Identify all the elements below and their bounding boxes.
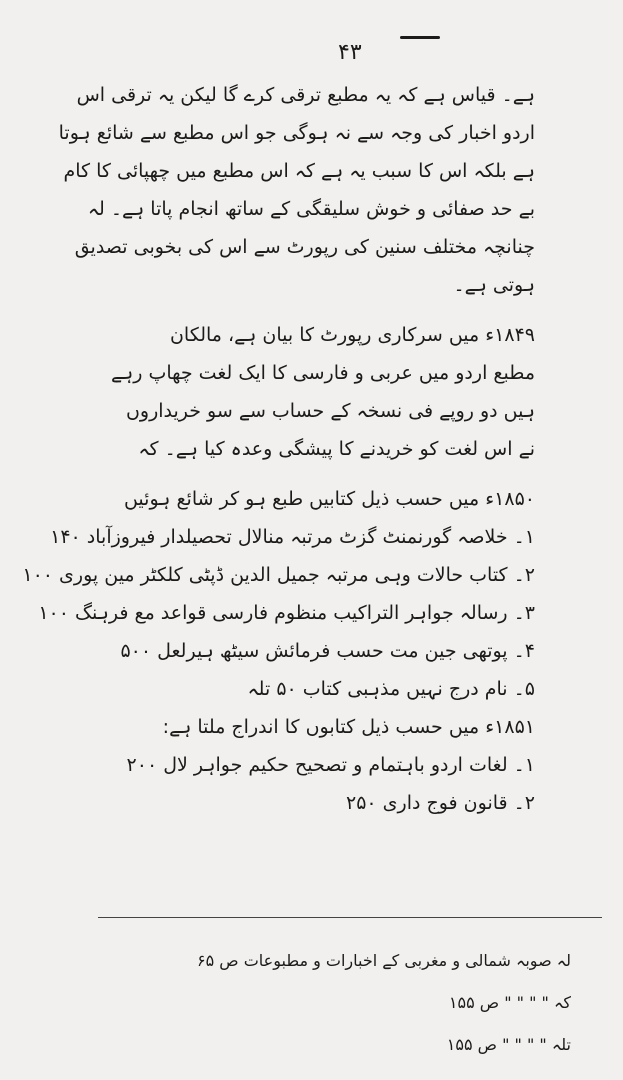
list-item: ۱۔ لغات اردو باہتمام و تصحیح حکیم جواہر لال ۲۰۰ <box>126 754 535 776</box>
text-line: ہے۔ قیاس ہے کہ یہ مطبع ترقی کرے گا لیکن یہ ترقی اس <box>76 84 535 106</box>
text-line: ہوتی ہے۔ <box>453 274 535 296</box>
footnote: کہ " " " " ص ۱۵۵ <box>448 993 571 1012</box>
text-line: ۱۸۵۰ء میں حسب ذیل کتابیں طبع ہو کر شائع ہوئیں <box>123 488 535 510</box>
text-line: مطبع اردو میں عربی و فارسی کا ایک لغت چھاپ رہے <box>110 362 535 384</box>
page-number: ۴۳ <box>338 40 362 65</box>
text-line: ہے بلکہ اس کا سبب یہ ہے کہ اس مطبع میں چھپائی کا کام <box>63 160 535 182</box>
footnote: تلہ " " " " ص ۱۵۵ <box>446 1035 571 1054</box>
header-rule <box>400 36 440 39</box>
list-item: ۲۔ کتاب حالات وہی مرتبہ جمیل الدین ڈپٹی کلکٹر مین پوری ۱۰۰ <box>22 564 535 586</box>
text-line: ۱۸۵۱ء میں حسب ذیل کتابوں کا اندراج ملتا ہے: <box>162 716 535 738</box>
text-line: اردو اخبار کی وجہ سے نہ ہوگی جو اس مطبع سے شائع ہوتا <box>58 122 535 144</box>
footnotes <box>111 940 571 1066</box>
list-item: ۳۔ رسالہ جواہر التراکیب منظوم فارسی قواعد مع فرہنگ ۱۰۰ <box>38 602 535 624</box>
text-line: نے اس لغت کو خریدنے کا پیشگی وعدہ کیا ہے۔ کہ <box>138 438 535 460</box>
text-line: ہیں دو روپے فی نسخہ کے حساب سے سو خریداروں <box>125 400 535 422</box>
text-line: ۱۸۴۹ء میں سرکاری رپورٹ کا بیان ہے، مالکان <box>169 324 535 346</box>
list-item: ۲۔ قانون فوج داری ۲۵۰ <box>345 792 535 814</box>
footnote-divider <box>98 917 602 918</box>
list-item: ۵۔ نام درج نہیں مذہبی کتاب ۵۰ تلہ <box>247 678 535 700</box>
text-line: چنانچہ مختلف سنین کی رپورٹ سے اس کی بخوبی تصدیق <box>74 236 535 258</box>
footnote: لہ صوبہ شمالی و مغربی کے اخبارات و مطبوعات ص ۶۵ <box>197 951 571 970</box>
body-text <box>22 76 535 822</box>
list-item: ۱۔ خلاصہ گورنمنٹ گزٹ مرتبہ منالال تحصیلدار فیروزآباد ۱۴۰ <box>50 526 535 548</box>
list-item: ۴۔ پوتھی جین مت حسب فرمائش سیٹھ ہیرلعل ۵۰۰ <box>120 640 535 662</box>
text-line: بے حد صفائی و خوش سلیقگی کے ساتھ انجام پاتا ہے۔ لہ <box>87 198 535 220</box>
